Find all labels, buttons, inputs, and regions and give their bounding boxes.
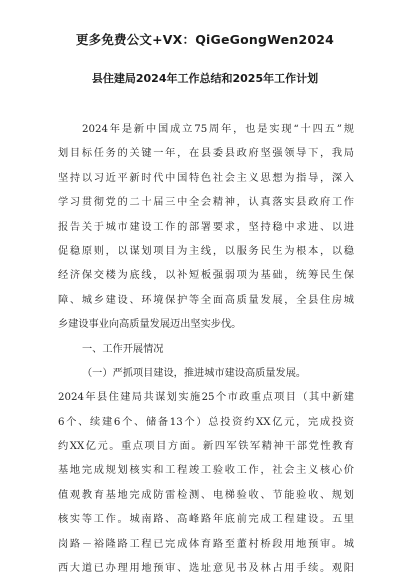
text-line: 6个、续建6个、储备13个）总投资约XX亿元，完成投资 xyxy=(58,416,354,428)
text-line: 划目标任务的关键一年，在县委县政府坚强领导下，我局 xyxy=(58,148,354,160)
text-line: 约XX亿元。重点项目方面。新四军铁军精神干部党性教育 xyxy=(58,441,354,453)
text-line: 2024年是新中国成立75周年，也是实现“十四五”规 xyxy=(82,124,354,135)
text-line: 报告关于城市建设工作的部署要求，坚持稳中求进、以进 xyxy=(58,221,354,233)
text-line: 学习贯彻党的二十届三中全会精神，认真落实县政府工作 xyxy=(58,197,354,209)
text-line: 障、城乡建设、环境保护等全面高质量发展，全县住房城 xyxy=(58,294,354,306)
text-line: 岗路－裕隆路工程已完成体育路至董村桥段用地预审。城 xyxy=(58,538,354,550)
text-line: 值观教育基地完成防雷检测、电梯验收、节能验收、规划 xyxy=(58,489,354,501)
text-line: 基地完成规划核实和工程竣工验收工作，社会主义核心价 xyxy=(58,465,354,477)
text-line: 乡建设事业向高质量发展迈出坚实步伐。 xyxy=(58,319,242,331)
text-line: 2024年县住建局共谋划实施25个市政重点项目（其中新建 xyxy=(58,392,354,404)
text-line: 核实等工作。城南路、高峰路年底前完成工程建设。五里 xyxy=(58,514,354,526)
text-line: 促稳原则，以谋划项目为主线，以服务民生为根本，以稳 xyxy=(58,245,354,257)
text-line: 经济保交楼为底线，以补短板强弱项为基础，统筹民生保 xyxy=(58,270,354,282)
body-text xyxy=(58,118,354,581)
document-title: 县住建局2024年工作总结和2025年工作计划 xyxy=(91,72,319,85)
text-line: 坚持以习近平新时代中国特色社会主义思想为指导，深入 xyxy=(58,172,354,184)
text-line: 一、工作开展情况 xyxy=(82,343,164,355)
header-note: 更多免费公文+VX：QiGeGongWen2024 xyxy=(75,32,335,47)
text-line: 西大道已办理用地预审、选址意见书及林占用手续。观阳 xyxy=(58,563,354,575)
text-line: （一）严抓项目建设，推进城市建设高质量发展。 xyxy=(82,367,307,379)
